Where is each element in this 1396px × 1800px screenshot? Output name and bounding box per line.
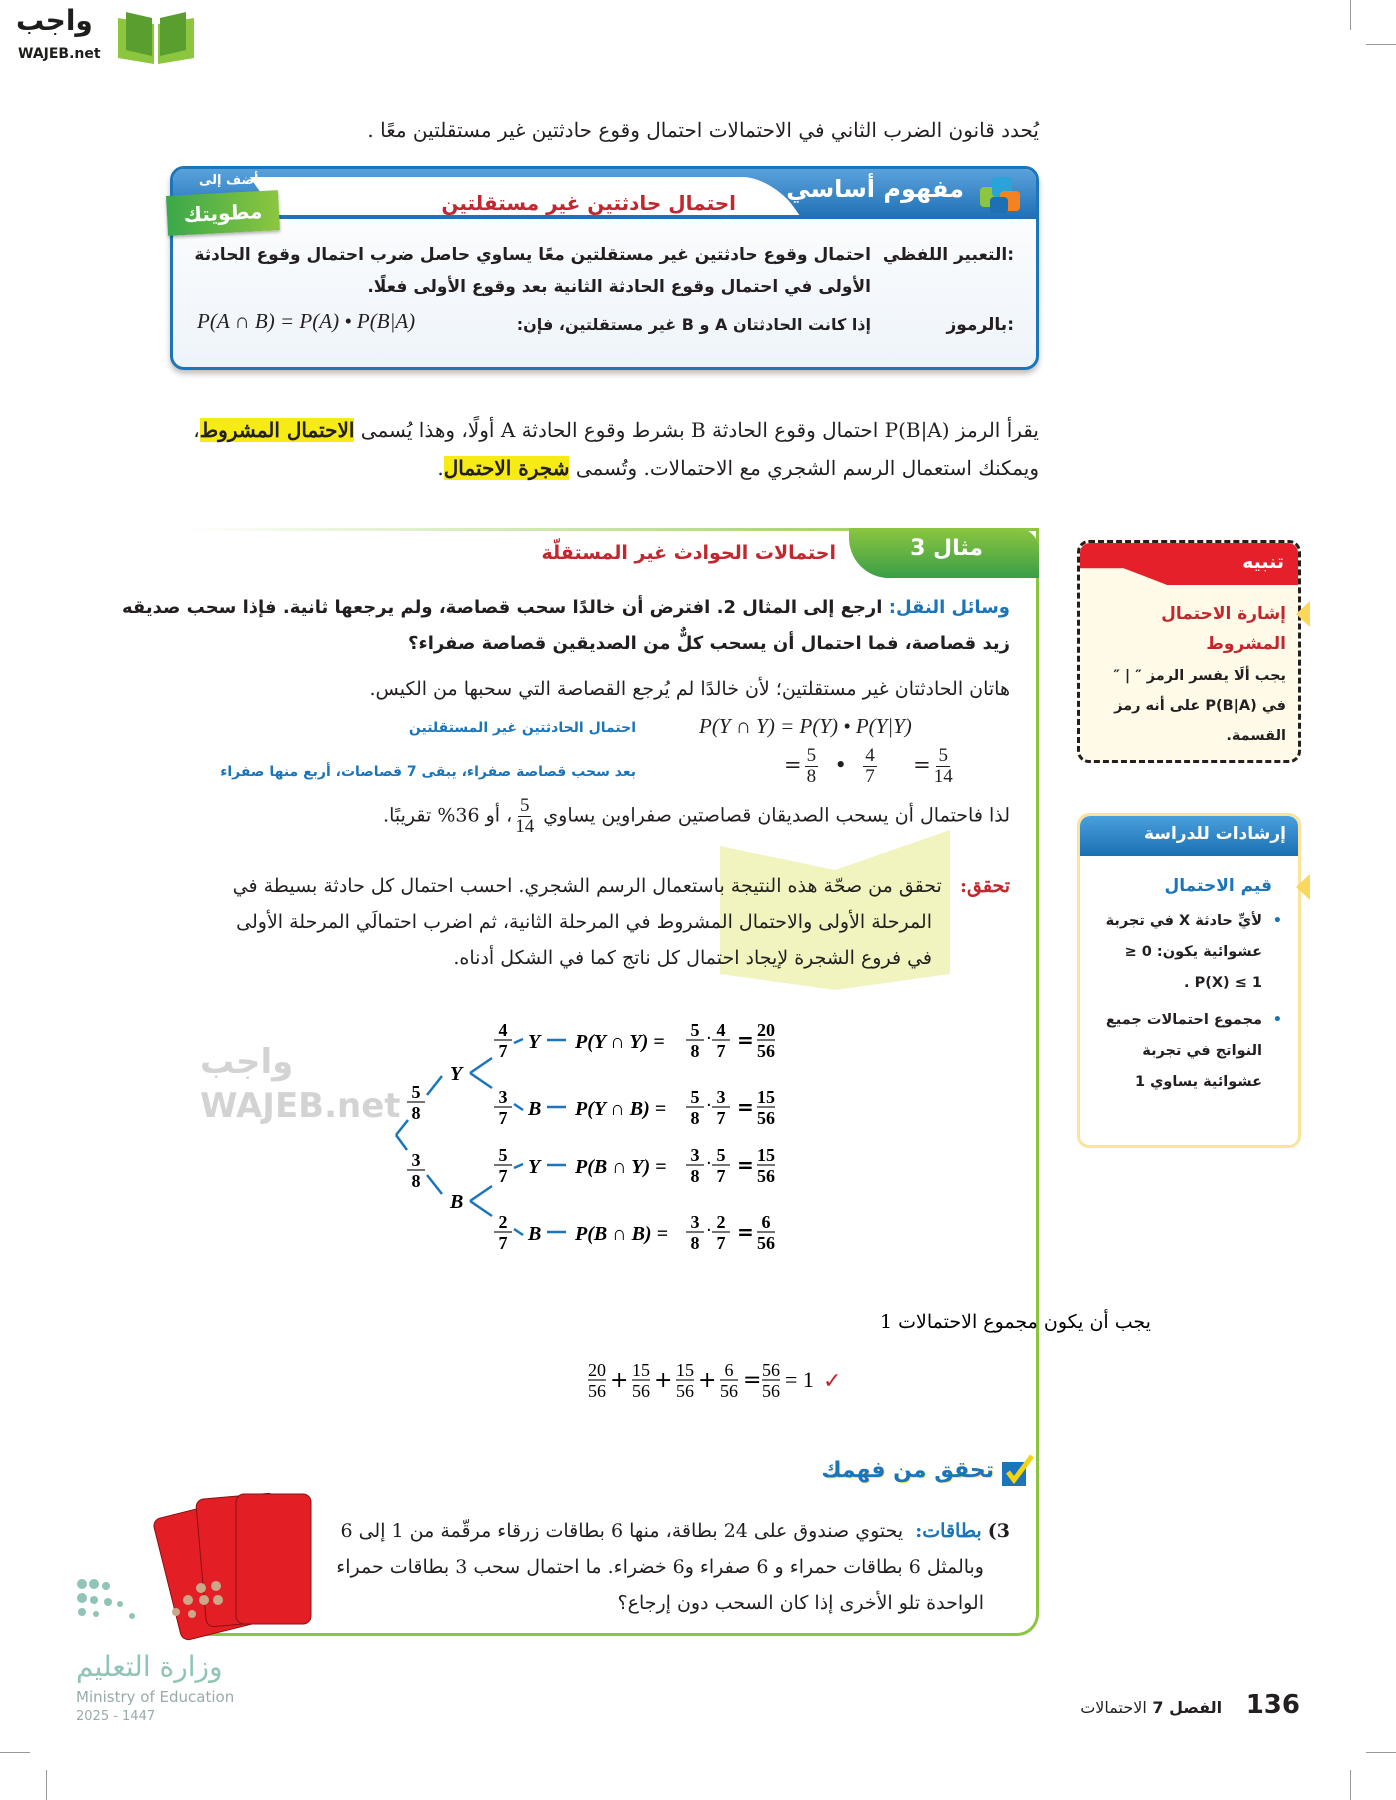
watermark-text: واجب WAJEB.net: [200, 1042, 401, 1126]
fraction-denominator: 7: [498, 1108, 508, 1128]
study-tips-sidebar: [1077, 813, 1301, 1148]
page-number: 136: [1245, 1690, 1300, 1720]
tree-branch: [514, 1039, 523, 1043]
fraction-denominator: 8: [690, 1233, 700, 1253]
tree-branch: [396, 1135, 407, 1150]
crop-mark: [1350, 1770, 1351, 1800]
caution-text: يجب ألَا يفسر الرمز ″ | ″ في P(B|A) على أنه رمز القسمة.: [1113, 668, 1286, 744]
text: يقرأ الرمز P(B|A) احتمال وقوع الحادثة B بشرط وقوع الحادثة A أولًا، وهذا يُسمى: [354, 418, 1039, 442]
text: الواحدة تلو الأخرى إذا كان السحب دون إرجاع؟: [617, 1592, 984, 1614]
intro-text: يُحدد قانون الضرب الثاني في الاحتمالات احتمال وقوع حادثتين غير مستقلتين معًا .: [367, 118, 1039, 142]
concept-formula: P(A ∩ B) = P(A) • P(B|A): [197, 309, 416, 333]
symbols-label: بالرموز:: [946, 315, 1014, 335]
key-concept-box: [170, 166, 1039, 370]
ministry-logo: [76, 1578, 256, 1728]
fraction-numerator: 4: [498, 1020, 508, 1040]
text: المرحلة الأولى والاحتمال المشروط في المرحلة الثانية، ثم اضرب احتمالَي المرحلة الأولى: [236, 911, 932, 933]
dot: ·: [706, 1095, 712, 1116]
fraction-denominator: 56: [757, 1233, 775, 1253]
problem-label: وسائل النقل:: [888, 597, 1010, 618]
fraction: $\frac{4}{7}$: [865, 745, 875, 787]
fraction-denominator: 7: [498, 1166, 508, 1186]
fraction-denominator: 8: [690, 1108, 700, 1128]
outcome-label: P(B ∩ B) =: [575, 1223, 668, 1245]
fraction-numerator: 6: [761, 1212, 771, 1232]
example-subtitle: احتمالات الحوادث غير المستقلّة: [541, 542, 836, 564]
fraction: $\frac{5}{14}$: [515, 795, 535, 837]
solution-text: هاتان الحادثتان غير مستقلتين؛ لأن خالدًا لم يُرجع القصاصة التي سحبها من الكيس.: [369, 678, 1010, 700]
equals: =: [737, 1153, 754, 1177]
outcome-label: P(Y ∩ B) =: [575, 1098, 667, 1120]
pointer-arrow-icon: [1296, 601, 1310, 627]
page-footer: [1080, 1690, 1300, 1720]
term-conditional-probability: الاحتمال المشروط: [199, 418, 355, 442]
ministry-year: 2025 - 1447: [76, 1709, 156, 1724]
tree-node: B: [450, 1191, 464, 1213]
probability-tree: [380, 1010, 1151, 1410]
caution-sidebar: [1077, 540, 1301, 763]
check-label: تحقق:: [959, 875, 1010, 897]
tree-node: B: [528, 1098, 542, 1120]
fraction-numerator: 5: [690, 1087, 700, 1107]
tree-branch: [470, 1186, 492, 1201]
crop-mark: [1366, 44, 1396, 45]
term-tree-diagram: شجرة الاحتمال: [443, 456, 570, 480]
fraction-denominator: 56: [632, 1381, 650, 1401]
fraction-numerator: 15: [757, 1145, 775, 1165]
text: ويمكنك استعمال الرسم الشجري مع الاحتمالات. وتُسمى: [569, 456, 1039, 480]
fraction-denominator: 8: [690, 1166, 700, 1186]
fraction-denominator: 7: [716, 1041, 726, 1061]
tree-node: Y: [450, 1063, 463, 1085]
text: يحتوي صندوق على 24 بطاقة، منها 6 بطاقات زرقاء مرقّمة من 1 إلى 6: [340, 1520, 904, 1542]
exercise-3: [336, 1513, 1010, 1621]
fraction-denominator: 7: [716, 1108, 726, 1128]
concept-logo-icon: [976, 173, 1024, 217]
fraction-denominator: 56: [757, 1041, 775, 1061]
fraction-numerator: 3: [716, 1087, 726, 1107]
tree-branch: [427, 1076, 442, 1095]
problem-line: ارجع إلى المثال 2. افترض أن خالدًا سحب قصاصة، ولم يرجعها ثانية. فإذا سحب صديقه: [121, 597, 883, 618]
dot: ·: [706, 1220, 712, 1241]
text: ،: [193, 418, 200, 442]
dot: ·: [706, 1028, 712, 1049]
fraction-numerator: 5: [411, 1082, 421, 1102]
chapter-title: الاحتمالات: [1080, 1698, 1147, 1717]
fraction-denominator: 56: [757, 1108, 775, 1128]
fraction: $\frac{5}{14}$: [933, 745, 953, 787]
tip-item: • مجموع احتمالات جميع النواتج في تجربة عشوائية يساوي 1: [1096, 1005, 1286, 1098]
fraction-numerator: 5: [690, 1020, 700, 1040]
fraction-denominator: 7: [498, 1233, 508, 1253]
check-understanding-header: [784, 1458, 1034, 1498]
fraction-numerator: 5: [498, 1145, 508, 1165]
fraction-denominator: 56: [720, 1381, 738, 1401]
equals: =: [737, 1220, 754, 1244]
example-tab: مثال 3: [849, 528, 1039, 578]
equation-2: = $\frac{5}{8}$ • $\frac{4}{7}$ = $\frac{5}{14}$: [784, 745, 953, 787]
fraction-denominator: 8: [690, 1041, 700, 1061]
fraction-numerator: 3: [411, 1150, 421, 1170]
concept-badge: مفهوم أساسي: [786, 175, 964, 203]
paragraph-line: [139, 418, 1039, 442]
exercise-number: 3): [987, 1520, 1010, 1542]
check-understanding-title: تحقق من فهمك: [821, 1458, 994, 1483]
verbal-line: الأولى في احتمال وقوع الحادثة الثانية بعد وقوع الأولى فعلًا.: [367, 277, 871, 297]
tree-node: Y: [528, 1031, 541, 1053]
fraction-denominator: 8: [411, 1171, 421, 1191]
ministry-dots-icon: [76, 1578, 246, 1638]
fraction-numerator: 2: [498, 1212, 508, 1232]
tree-branch: [514, 1104, 523, 1110]
fraction-numerator: 15: [676, 1360, 694, 1380]
caution-subtitle: إشارة الاحتمال المشروط: [1161, 604, 1286, 654]
fraction-numerator: 3: [690, 1212, 700, 1232]
paragraph-line: [139, 456, 1039, 480]
text: وبالمثل 6 بطاقات حمراء و 6 صفراء و6 خضراء. ما احتمال سحب 3 بطاقات حمراء: [336, 1556, 984, 1578]
text: لذا فاحتمال أن يسحب الصديقان قصاصتين صفراوين يساوي: [543, 804, 1010, 827]
fraction-numerator: 20: [757, 1020, 775, 1040]
sum-statement: يجب أن يكون مجموع الاحتمالات 1: [880, 1311, 1151, 1333]
verbal-label: التعبير اللفظي:: [882, 245, 1014, 265]
fraction-numerator: 15: [757, 1087, 775, 1107]
fraction-numerator: 4: [716, 1020, 726, 1040]
fraction-numerator: 3: [498, 1087, 508, 1107]
fraction-numerator: 5: [716, 1145, 726, 1165]
plus-sign: +: [610, 1368, 629, 1393]
equals: =: [737, 1095, 754, 1119]
foldable-button[interactable]: مطويتك: [166, 190, 280, 236]
verbal-line: احتمال وقوع حادثتين غير مستقلتين معًا يساوي حاصل ضرب احتمال وقوع الحادثة: [194, 245, 871, 265]
logo-brand: واجب: [16, 4, 93, 37]
outcome-label: P(Y ∩ Y) =: [575, 1031, 665, 1053]
fraction-denominator: 8: [411, 1103, 421, 1123]
tree-branch: [514, 1164, 523, 1168]
fraction-denominator: 7: [716, 1233, 726, 1253]
fraction-numerator: 20: [588, 1360, 606, 1380]
tree-branch: [396, 1120, 408, 1135]
fraction-denominator: 56: [757, 1166, 775, 1186]
fraction-denominator: 56: [588, 1381, 606, 1401]
equals: =: [743, 1368, 762, 1393]
tips-subtitle: قيم الاحتمال: [1164, 876, 1272, 896]
checkbox-check-icon: [1000, 1454, 1034, 1488]
pointer-arrow-icon: [1296, 874, 1310, 900]
tree-branch: [470, 1073, 492, 1088]
checkmark-icon: ✓: [823, 1369, 842, 1394]
fraction: $\frac{5}{8}$: [806, 745, 817, 787]
equation-note-1: احتمال الحادثتين غير المستقلتين: [408, 720, 636, 736]
exercise-label: بطاقات:: [915, 1520, 982, 1542]
fraction-denominator: 56: [676, 1381, 694, 1401]
tips-list: [1096, 906, 1286, 1098]
crop-mark: [46, 1770, 47, 1800]
plus-sign: +: [698, 1368, 717, 1393]
equation-note-2: بعد سحب قصاصة صفراء، يبقى 7 قصاصات، أربع منها صفراء: [220, 764, 636, 780]
check-text: [233, 868, 1010, 976]
text: تحقق من صحّة هذه النتيجة باستعمال الرسم الشجري. احسب احتمال كل حادثة بسيطة في: [232, 875, 942, 897]
caution-title: تنبيه: [1242, 551, 1284, 573]
tree-branch: [514, 1229, 523, 1235]
fraction-numerator: 56: [762, 1360, 780, 1380]
tips-title: إرشادات للدراسة: [1143, 824, 1286, 844]
fraction-numerator: 15: [632, 1360, 650, 1380]
crop-mark: [1366, 1752, 1396, 1753]
text: ، أو 36% تقريبًا.: [383, 804, 513, 827]
chapter-number: الفصل 7: [1152, 1698, 1223, 1717]
tree-branch: [470, 1201, 492, 1216]
fraction-denominator: 7: [716, 1166, 726, 1186]
tip-item: • لأيِّ حادثة X في تجربة عشوائية يكون: 0 ≤ P(X) ≤ 1 .: [1096, 906, 1286, 999]
fraction-numerator: 2: [716, 1212, 726, 1232]
book-icon: [116, 8, 196, 66]
text: .: [437, 456, 444, 480]
foldable-label: أضف إلى: [199, 173, 259, 188]
plus-sign: +: [654, 1368, 673, 1393]
ministry-name-en: Ministry of Education: [76, 1688, 235, 1706]
outcome-label: P(B ∩ Y) =: [575, 1156, 667, 1178]
tree-branch: [470, 1058, 492, 1073]
wajeb-logo[interactable]: [8, 4, 198, 70]
concept-title: احتمال حادثتين غير مستقلتين: [441, 191, 736, 215]
equals: =: [737, 1028, 754, 1052]
fraction-denominator: 7: [498, 1041, 508, 1061]
fraction-numerator: 6: [724, 1360, 734, 1380]
tree-node: B: [528, 1223, 542, 1245]
example-problem: [122, 590, 1010, 662]
sum-result: = 1: [785, 1367, 814, 1392]
dot: ·: [706, 1153, 712, 1174]
text: في فروع الشجرة لإيجاد احتمال كل ناتج كما في الشكل أدناه.: [453, 947, 932, 969]
fraction-denominator: 56: [762, 1381, 780, 1401]
crop-mark: [0, 1752, 30, 1753]
symbols-text: إذا كانت الحادثتان A و B غير مستقلتين، فإن:: [516, 315, 871, 334]
crop-mark: [1350, 0, 1351, 30]
tree-branch: [427, 1175, 442, 1194]
tree-node: Y: [528, 1156, 541, 1178]
conclusion: [383, 796, 1010, 837]
problem-line: زيد قصاصة، فما احتمال أن يسحب كلٌّ من الصديقين قصاصة صفراء؟: [408, 633, 1010, 654]
equation-1: P(Y ∩ Y) = P(Y) • P(Y|Y): [699, 714, 912, 738]
logo-domain: WAJEB.net: [18, 46, 101, 62]
fraction-numerator: 3: [690, 1145, 700, 1165]
ministry-name-ar: وزارة التعليم: [76, 1650, 223, 1683]
